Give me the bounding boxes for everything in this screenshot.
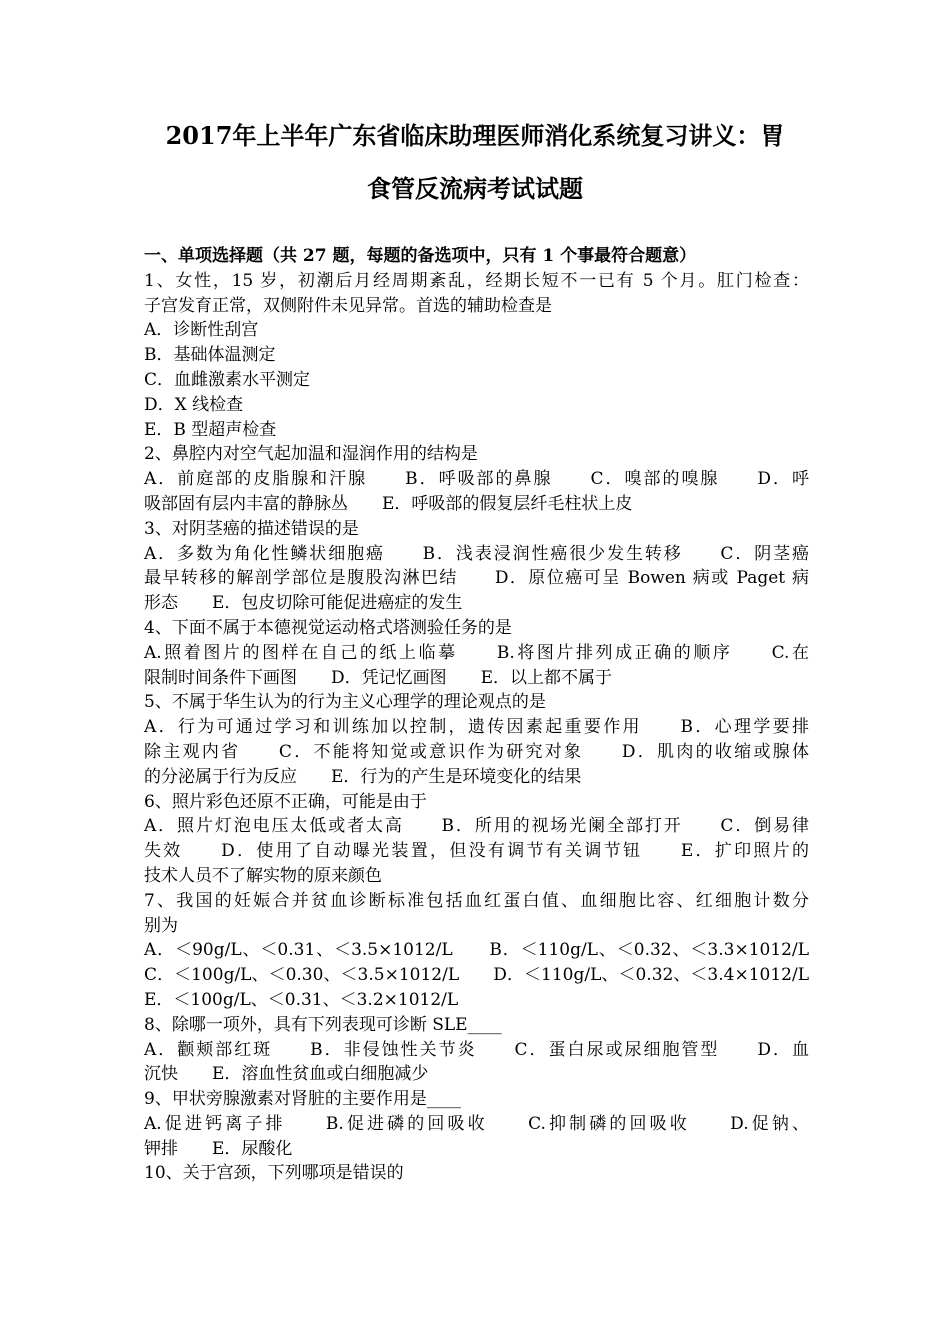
question-7-text: 7、我国的妊娠合并贫血诊断标准包括血红蛋白值、血细胞比容、红细胞计数分	[144, 890, 809, 911]
question-7-options: A．＜90g/L、＜0.31、＜3.5×1012/L B．＜110g/L、＜0.32、＜3.3×1012/L	[144, 940, 809, 961]
question-1-option-b: B．基础体温测定	[144, 345, 276, 366]
question-6-text: 6、照片彩色还原不正确，可能是由于	[144, 791, 427, 812]
question-1-option-a: A．诊断性刮宫	[144, 320, 259, 341]
question-3-text: 3、对阴茎癌的描述错误的是	[144, 518, 359, 539]
question-1-option-e: E．B 型超声检查	[144, 419, 277, 440]
question-7-text: 别为	[144, 915, 178, 936]
question-5-options: 的分泌属于行为反应 E．行为的产生是环境变化的结果	[144, 766, 582, 787]
question-7-options: E．＜100g/L、＜0.31、＜3.2×1012/L	[144, 989, 459, 1010]
question-9-options: A.促进钙离子排 B.促进磷的回吸收 C.抑制磷的回吸收 D.促钠、	[144, 1113, 809, 1134]
document-body	[144, 244, 809, 1186]
question-3-options: A．多数为角化性鳞状细胞癌 B．浅表浸润性癌很少发生转移 C．阴茎癌	[144, 543, 809, 564]
question-8-text: 8、除哪一项外，具有下列表现可诊断 SLE____	[144, 1014, 502, 1035]
document-title-line-1: 2017年上半年广东省临床助理医师消化系统复习讲义：胃	[165, 121, 785, 150]
question-3-options: 形态 E．包皮切除可能促进癌症的发生	[144, 593, 463, 614]
question-10-text: 10、关于宫颈，下列哪项是错误的	[144, 1163, 404, 1184]
question-9-options: 钾排 E．尿酸化	[144, 1138, 293, 1159]
question-4-text: 4、下面不属于本德视觉运动格式塔测验任务的是	[144, 617, 512, 638]
question-8-options: 沉快 E．溶血性贫血或白细胞减少	[144, 1064, 429, 1085]
question-2-text: 2、鼻腔内对空气起加温和湿润作用的结构是	[144, 444, 478, 465]
question-8-options: A．颧颊部红斑 B．非侵蚀性关节炎 C．蛋白尿或尿细胞管型 D．血	[144, 1039, 809, 1060]
question-3-options: 最早转移的解剖学部位是腹股沟淋巴结 D．原位癌可呈 Bowen 病或 Paget 病	[144, 568, 809, 589]
question-4-options: 限制时间条件下画图 D．凭记忆画图 E．以上都不属于	[144, 667, 613, 688]
question-6-options: 失效 D．使用了自动曝光装置，但没有调节有关调节钮 E．扩印照片的	[144, 841, 809, 862]
question-1-text: 子宫发育正常，双侧附件未见异常。首选的辅助检查是	[144, 295, 552, 316]
question-2-options: A．前庭部的皮脂腺和汗腺 B．呼吸部的鼻腺 C．嗅部的嗅腺 D．呼	[144, 469, 809, 490]
question-9-text: 9、甲状旁腺激素对肾脏的主要作用是____	[144, 1089, 461, 1110]
question-7-options: C．＜100g/L、＜0.30、＜3.5×1012/L D．＜110g/L、＜0.32、＜3.4×1012/L	[144, 965, 809, 986]
section-heading: 一、单项选择题（共 27 题，每题的备选项中，只有 1 个事最符合题意）	[144, 246, 697, 266]
question-4-options: A.照着图片的图样在自己的纸上临摹 B.将图片排列成正确的顺序 C.在	[144, 642, 809, 663]
question-5-options: A．行为可通过学习和训练加以控制，遗传因素起重要作用 B．心理学要排	[144, 717, 809, 738]
question-5-text: 5、不属于华生认为的行为主义心理学的理论观点的是	[144, 692, 546, 713]
question-6-options: A．照片灯泡电压太低或者太高 B．所用的视场光阑全部打开 C．倒易律	[144, 816, 809, 837]
question-2-options: 吸部固有层内丰富的静脉丛 E．呼吸部的假复层纤毛柱状上皮	[144, 493, 633, 514]
question-1-text: 1、女性，15 岁，初潮后月经周期紊乱，经期长短不一已有 5 个月。肛门检查：	[144, 270, 809, 291]
question-1-option-c: C．血雌激素水平测定	[144, 369, 311, 390]
question-5-options: 除主观内省 C．不能将知觉或意识作为研究对象 D．肌肉的收缩或腺体	[144, 741, 809, 762]
question-1-option-d: D．X 线检查	[144, 394, 244, 415]
question-6-options: 技术人员不了解实物的原来颜色	[144, 865, 382, 886]
document-title-line-2: 食管反流病考试试题	[367, 174, 583, 203]
